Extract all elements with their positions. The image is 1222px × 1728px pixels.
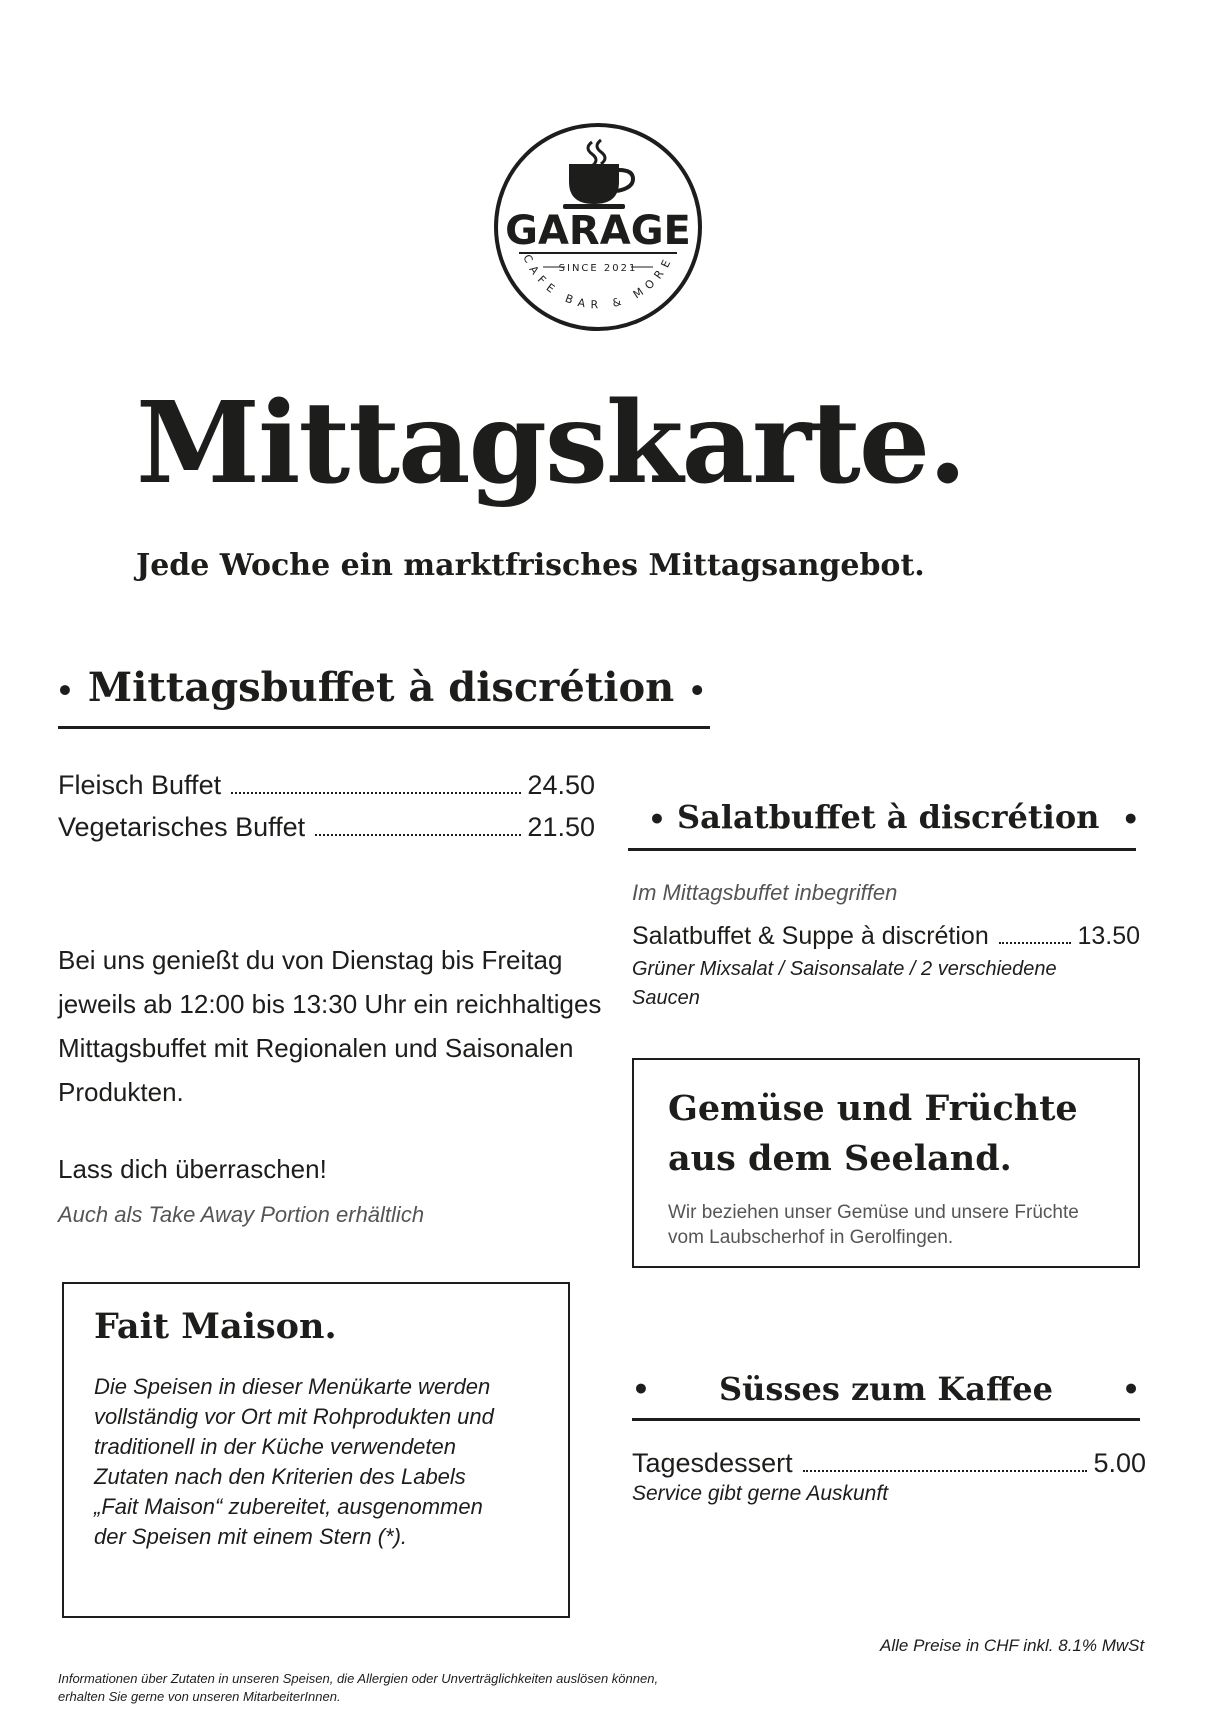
page-subtitle: Jede Woche ein marktfrisches Mittagsangebot. (136, 548, 925, 583)
fait-maison-text: Die Speisen in dieser Menükarte werden vollständig vor Ort mit Rohprodukten und traditionell in der Küche verwendeten Zutaten nach den Kriterien des Labels „Fait Maison“ zubereitet, ausgenommen der Speisen mit einem Stern (*). (94, 1374, 494, 1549)
section-heading-salatbuffet (648, 798, 1140, 836)
section-heading-mittagsbuffet (56, 664, 706, 711)
fait-maison-title: Fait Maison. (94, 1306, 337, 1347)
menu-item-tagesdessert (632, 1448, 1146, 1479)
bullet-icon: • (1122, 1372, 1140, 1406)
menu-item-fleisch-buffet (58, 770, 595, 801)
item-price: 24.50 (527, 770, 595, 800)
logo-emblem (491, 120, 705, 334)
bullet-icon: • (648, 803, 666, 836)
menu-item-salatbuffet (632, 922, 1140, 951)
salatbuffet-description: Grüner Mixsalat / Saisonsalate / 2 verschiedene Saucen (632, 958, 1057, 1009)
allergy-note: Informationen über Zutaten in unseren Speisen, die Allergien oder Unverträglichkeiten auslösen können, erhalten Sie gerne von unseren MitarbeiterInnen. (58, 1671, 659, 1704)
gemuese-title: Gemüse und Früchte aus dem Seeland. (668, 1088, 1078, 1179)
leader-dots (315, 833, 521, 836)
item-price: 5.00 (1093, 1448, 1146, 1478)
divider (632, 1418, 1140, 1421)
item-price: 13.50 (1077, 922, 1140, 950)
item-label: Fleisch Buffet (58, 770, 222, 800)
logo-wordmark: GARAGE (505, 208, 691, 254)
surprise-text: Lass dich überraschen! (58, 1154, 327, 1184)
divider (58, 726, 710, 729)
logo-since: SINCE 2021 (558, 263, 638, 274)
menu-item-vegetarisches-buffet (58, 812, 595, 843)
heading-text: Mittagsbuffet à discrétion (87, 664, 675, 711)
item-label: Tagesdessert (632, 1448, 793, 1478)
takeaway-note: Auch als Take Away Portion erhältlich (58, 1202, 425, 1227)
item-label: Vegetarisches Buffet (58, 812, 306, 842)
gemuese-info-box (632, 1058, 1140, 1268)
leader-dots (803, 1469, 1088, 1472)
buffet-description: Bei uns genießt du von Dienstag bis Freitag jeweils ab 12:00 bis 13:30 Uhr ein reichhaltiges Mittagsbuffet mit Regionalen und Saisonalen Produkten. (58, 945, 602, 1107)
gemuese-text: Wir beziehen unser Gemüse und unsere Früchte vom Laubscherhof in Gerolfingen. (668, 1202, 1079, 1248)
bullet-icon: • (1121, 803, 1140, 836)
dessert-note: Service gibt gerne Auskunft (632, 1482, 889, 1505)
bullet-icon: • (688, 674, 707, 708)
bullet-icon: • (56, 674, 74, 708)
item-price: 21.50 (527, 812, 595, 842)
logo-tagline: CAFE BAR & MORE (520, 252, 676, 312)
bullet-icon: • (632, 1372, 650, 1406)
section-heading-suesses (632, 1370, 1140, 1408)
page-title: Mittagskarte. (136, 378, 966, 509)
fait-maison-box (62, 1282, 570, 1618)
item-label: Salatbuffet & Suppe à discrétion (632, 922, 989, 950)
prices-note: Alle Preise in CHF inkl. 8.1% MwSt (880, 1636, 1145, 1655)
garage-logo (491, 120, 705, 334)
heading-text: Salatbuffet à discrétion (677, 798, 1100, 836)
heading-text: Süsses zum Kaffee (719, 1370, 1053, 1408)
leader-dots (231, 791, 521, 794)
divider (628, 848, 1136, 851)
salatbuffet-note: Im Mittagsbuffet inbegriffen (632, 880, 898, 905)
leader-dots (999, 941, 1072, 944)
